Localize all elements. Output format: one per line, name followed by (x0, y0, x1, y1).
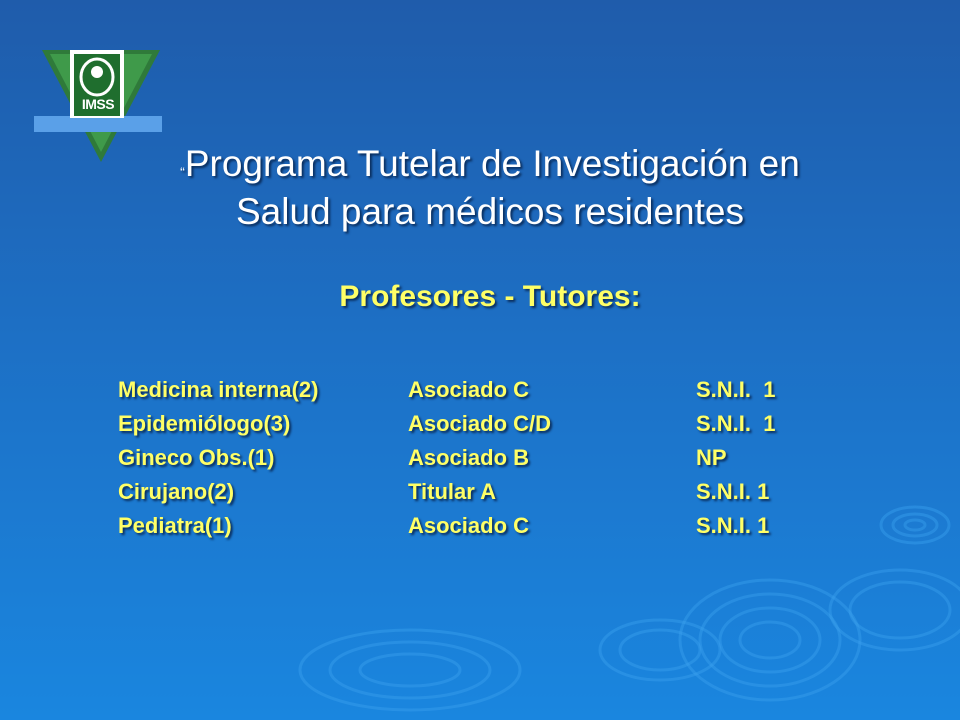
specialty-cell: Medicina interna(2) (118, 377, 319, 402)
specialty-cell: Epidemiólogo(3) (118, 411, 291, 436)
specialty-cell: Pediatra(1) (118, 513, 232, 538)
title-quote-mark: “ (180, 164, 185, 180)
logo-text: IMSS (81, 96, 115, 112)
sni-cell: S.N.I. 1 (696, 377, 776, 402)
title-line-1-text: Programa Tutelar de Investigación en (184, 143, 800, 184)
table-row (118, 509, 818, 543)
title-line-1 (80, 140, 900, 188)
rank-cell: Asociado C (408, 513, 530, 538)
tutors-table (118, 373, 818, 543)
sni-cell: S.N.I. 1 (696, 411, 776, 436)
specialty-cell: Cirujano(2) (118, 479, 235, 504)
rank-cell: Asociado B (408, 445, 530, 470)
slide-title (80, 140, 900, 236)
sni-cell: NP (696, 445, 727, 470)
table-row (118, 475, 818, 509)
table-row (118, 441, 818, 475)
sni-cell: S.N.I. 1 (696, 513, 770, 538)
sni-cell: S.N.I. 1 (696, 479, 770, 504)
rank-cell: Titular A (408, 479, 497, 504)
specialty-cell: Gineco Obs.(1) (118, 445, 275, 470)
slide-subtitle: Profesores - Tutores: (339, 280, 641, 313)
table-row (118, 407, 818, 441)
title-line-2: Salud para médicos residentes (235, 191, 744, 232)
rank-cell: Asociado C (408, 377, 530, 402)
table-row (118, 373, 818, 407)
rank-cell: Asociado C/D (408, 411, 552, 436)
